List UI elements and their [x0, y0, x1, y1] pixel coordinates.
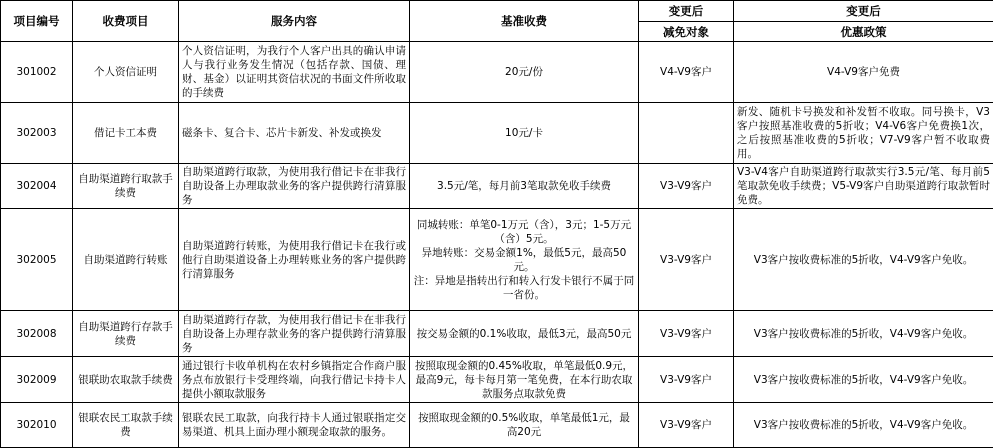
row-policy: V3客户按收费标准的5折收，V4-V9客户免收。: [734, 311, 993, 357]
table-row: [1, 357, 993, 403]
header-target-top: 变更后: [639, 1, 734, 22]
row-fee: 按照取现金额的0.45%收取，单笔最低0.9元，最高9元，每卡每月第一笔免费，在本行助农取款服务点取款免费: [410, 357, 639, 403]
row-policy: V3客户按收费标准的5折收，V4-V9客户免收。: [734, 403, 993, 448]
header-policy-top: 变更后: [734, 1, 993, 22]
fee-line: 同城转账：单笔0-1万元（含），3元；1-5万元（含）5元。: [416, 218, 632, 245]
table-row: [1, 403, 993, 448]
row-target: V3-V9客户: [639, 357, 734, 403]
row-target: V3-V9客户: [639, 403, 734, 448]
row-fee: 3.5元/笔，每月前3笔取款免收手续费: [410, 164, 639, 209]
row-target: V3-V9客户: [639, 164, 734, 209]
header-content: 服务内容: [179, 1, 410, 42]
row-content: 自助渠道跨行取款，为使用我行借记卡在非我行自助设备上办理取款业务的客户提供跨行清算服务: [179, 164, 410, 209]
row-name: 银联助农取款手续费: [73, 357, 179, 403]
row-fee: 10元/卡: [410, 103, 639, 164]
row-id: 302003: [1, 103, 73, 164]
row-name: 自助渠道跨行转账: [73, 209, 179, 311]
header-policy-bottom: 优惠政策: [734, 22, 993, 42]
row-id: 302009: [1, 357, 73, 403]
row-name: 自助渠道跨行存款手续费: [73, 311, 179, 357]
row-content: 银联农民工取款，向我行持卡人通过银联指定交易渠道、机具上面办理小额现金取款的服务。: [179, 403, 410, 448]
row-content: 自助渠道跨行转账，为使用我行借记卡在我行或他行自助渠道设备上办理转账业务的客户提供跨行清算服务: [179, 209, 410, 311]
fee-line: 异地转账：交易金额1%，最低5元，最高50元。: [421, 246, 627, 273]
row-policy: 新发、随机卡号换发和补发暂不收取。同号换卡，V3客户按照基准收费的5折收；V4-V6客户免费换1次，之后按照基准收费的5折收；V7-V9客户暂不收取费用。: [734, 103, 993, 164]
row-id: 302004: [1, 164, 73, 209]
table-row: [1, 311, 993, 357]
row-id: 302010: [1, 403, 73, 448]
row-target: V3-V9客户: [639, 311, 734, 357]
row-fee: [410, 209, 639, 311]
header-id: 项目编号: [1, 1, 73, 42]
fee-line: 注：异地是指转出行和转入行发卡银行不属于同一省份。: [413, 274, 635, 301]
row-content: 通过银行卡收单机构在农村乡镇指定合作商户服务点布放银行卡受理终端，向我行借记卡持卡人提供小额取款服务: [179, 357, 410, 403]
table-row: [1, 42, 993, 103]
row-policy: V3-V4客户自助渠道跨行取款实行3.5元/笔、每月前5笔取款免收手续费；V5-V9客户自助渠道跨行取款暂时免费。: [734, 164, 993, 209]
header-target-bottom: 减免对象: [639, 22, 734, 42]
row-target: V3-V9客户: [639, 209, 734, 311]
header-row-top: [1, 1, 993, 22]
row-id: 301002: [1, 42, 73, 103]
row-fee: 20元/份: [410, 42, 639, 103]
row-content: 个人资信证明，为我行个人客户出具的确认申请人与我行业务发生情况（包括存款、国债、理财、基金）以证明其资信状况的书面文件所收取的手续费: [179, 42, 410, 103]
row-name: 个人资信证明: [73, 42, 179, 103]
header-fee: 基准收费: [410, 1, 639, 42]
row-target: [639, 103, 734, 164]
row-target: V4-V9客户: [639, 42, 734, 103]
row-name: 借记卡工本费: [73, 103, 179, 164]
row-name: 自助渠道跨行取款手续费: [73, 164, 179, 209]
row-policy: V3客户按收费标准的5折收，V4-V9客户免收。: [734, 357, 993, 403]
header-name: 收费项目: [73, 1, 179, 42]
row-policy: V4-V9客户免费: [734, 42, 993, 103]
row-fee: 按交易金额的0.1%收取，最低3元，最高50元: [410, 311, 639, 357]
row-id: 302005: [1, 209, 73, 311]
row-id: 302008: [1, 311, 73, 357]
row-name: 银联农民工取款手续费: [73, 403, 179, 448]
table-row: [1, 164, 993, 209]
row-fee: 按照取现金额的0.5%收取，单笔最低1元，最高20元: [410, 403, 639, 448]
row-content: 自助渠道跨行存款，为使用我行借记卡在非我行自助设备上办理存款业务的客户提供跨行清算服务: [179, 311, 410, 357]
row-content: 磁条卡、复合卡、芯片卡新发、补发或换发: [179, 103, 410, 164]
table-row: [1, 103, 993, 164]
row-policy: V3客户按收费标准的5折收，V4-V9客户免收。: [734, 209, 993, 311]
table-row: [1, 209, 993, 311]
